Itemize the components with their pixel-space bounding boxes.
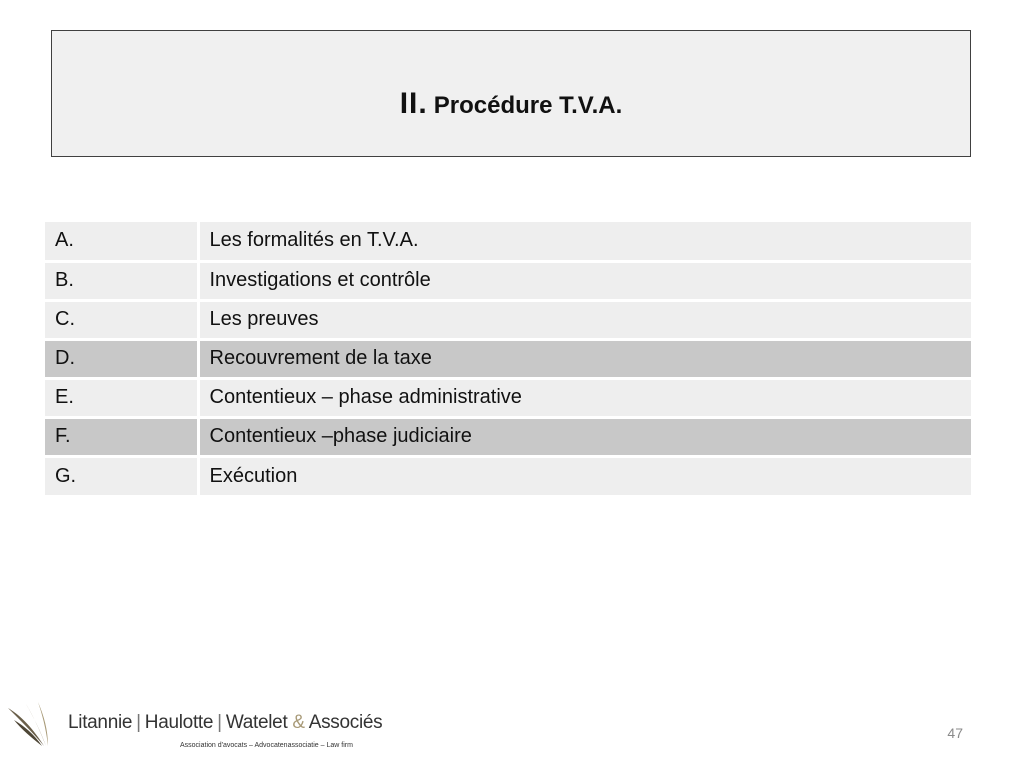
toc-row-label: Les preuves <box>198 300 971 339</box>
toc-row-label: Exécution <box>209 464 298 487</box>
title-box <box>51 30 971 157</box>
toc-row <box>45 339 971 378</box>
firm-name <box>68 712 382 734</box>
toc-row <box>45 378 971 417</box>
firm-ampersand: & <box>292 712 305 733</box>
feather-leaves-logo-icon <box>4 700 54 748</box>
toc-row-letter: D. <box>45 339 198 378</box>
toc-table <box>45 222 971 495</box>
toc-body <box>45 222 971 495</box>
firm-name-part-2: Haulotte <box>144 712 214 733</box>
toc-row-letter: E. <box>45 378 198 417</box>
toc-row-label: Les formalités en T.V.A. <box>198 222 971 261</box>
toc-row <box>45 300 971 339</box>
toc-row-letter: B. <box>45 261 198 300</box>
toc-row-label: Investigations et contrôle <box>198 261 971 300</box>
toc-row <box>45 456 971 495</box>
toc-row <box>45 222 971 261</box>
toc-row-label: Contentieux –phase judiciaire <box>198 417 971 456</box>
toc-row-letter: F. <box>45 417 198 456</box>
firm-name-part-1: Litannie <box>68 712 133 733</box>
title-text: Procédure T.V.A. <box>433 92 623 119</box>
toc-row-label: Contentieux – phase administrative <box>198 378 971 417</box>
firm-name-part-3: Watelet <box>225 712 288 733</box>
title-numeral: II. <box>399 87 428 120</box>
firm-tagline: Association d'avocats – Advocatenassociatie – Law firm <box>180 742 353 749</box>
toc-row <box>45 417 971 456</box>
firm-name-part-4: Associés <box>308 712 383 733</box>
toc-row <box>45 261 971 300</box>
toc-row-letter: C. <box>45 300 198 339</box>
toc-row-letter: A. <box>45 222 198 261</box>
firm-separator-2: | <box>217 712 222 733</box>
toc-row-letter: G. <box>45 456 198 495</box>
slide-title <box>52 87 970 121</box>
page-number: 47 <box>947 725 963 741</box>
firm-separator-1: | <box>136 712 141 733</box>
toc-row-label: Recouvrement de la taxe <box>198 339 971 378</box>
